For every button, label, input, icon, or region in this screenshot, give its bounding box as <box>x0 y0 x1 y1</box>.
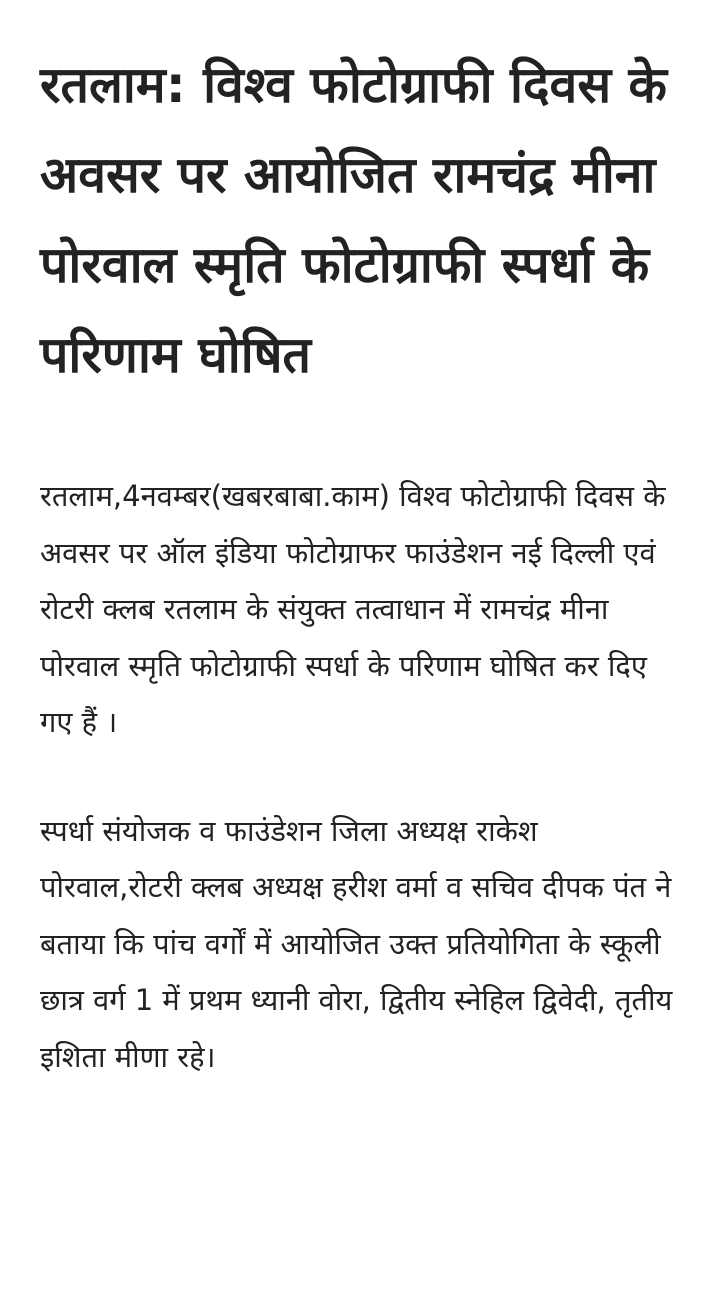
article-headline: रतलाम: विश्व फोटोग्राफी दिवस के अवसर पर आयोजित रामचंद्र मीना पोरवाल स्मृति फोटोग्राफी स्पर्धा के परिणाम घोषित <box>40 56 667 384</box>
article-paragraph-intro: रतलाम,4नवम्बर(खबरबाबा.काम) विश्व फोटोग्राफी दिवस के अवसर पर ऑल इंडिया फोटोग्राफर फाउंडेशन नई दिल्ली एवं रोटरी क्लब रतलाम के संयुक्त तत्वाधान में रामचंद्र मीना पोरवाल स्मृति फोटोग्राफी स्पर्धा के परिणाम घोषित कर दिए गए हैं । <box>40 479 666 739</box>
article-paragraph-details: स्पर्धा संयोजक व फाउंडेशन जिला अध्यक्ष राकेश पोरवाल,रोटरी क्लब अध्यक्ष हरीश वर्मा व सचिव दीपक पंत ने बताया कि पांच वर्गों में आयोजित उक्त प्रतियोगिता के स्कूली छात्र वर्ग 1 में प्रथम ध्यानी वोरा, द्वितीय स्नेहिल द्विवेदी, तृतीय इशिता मीणा रहे। <box>40 813 673 1074</box>
